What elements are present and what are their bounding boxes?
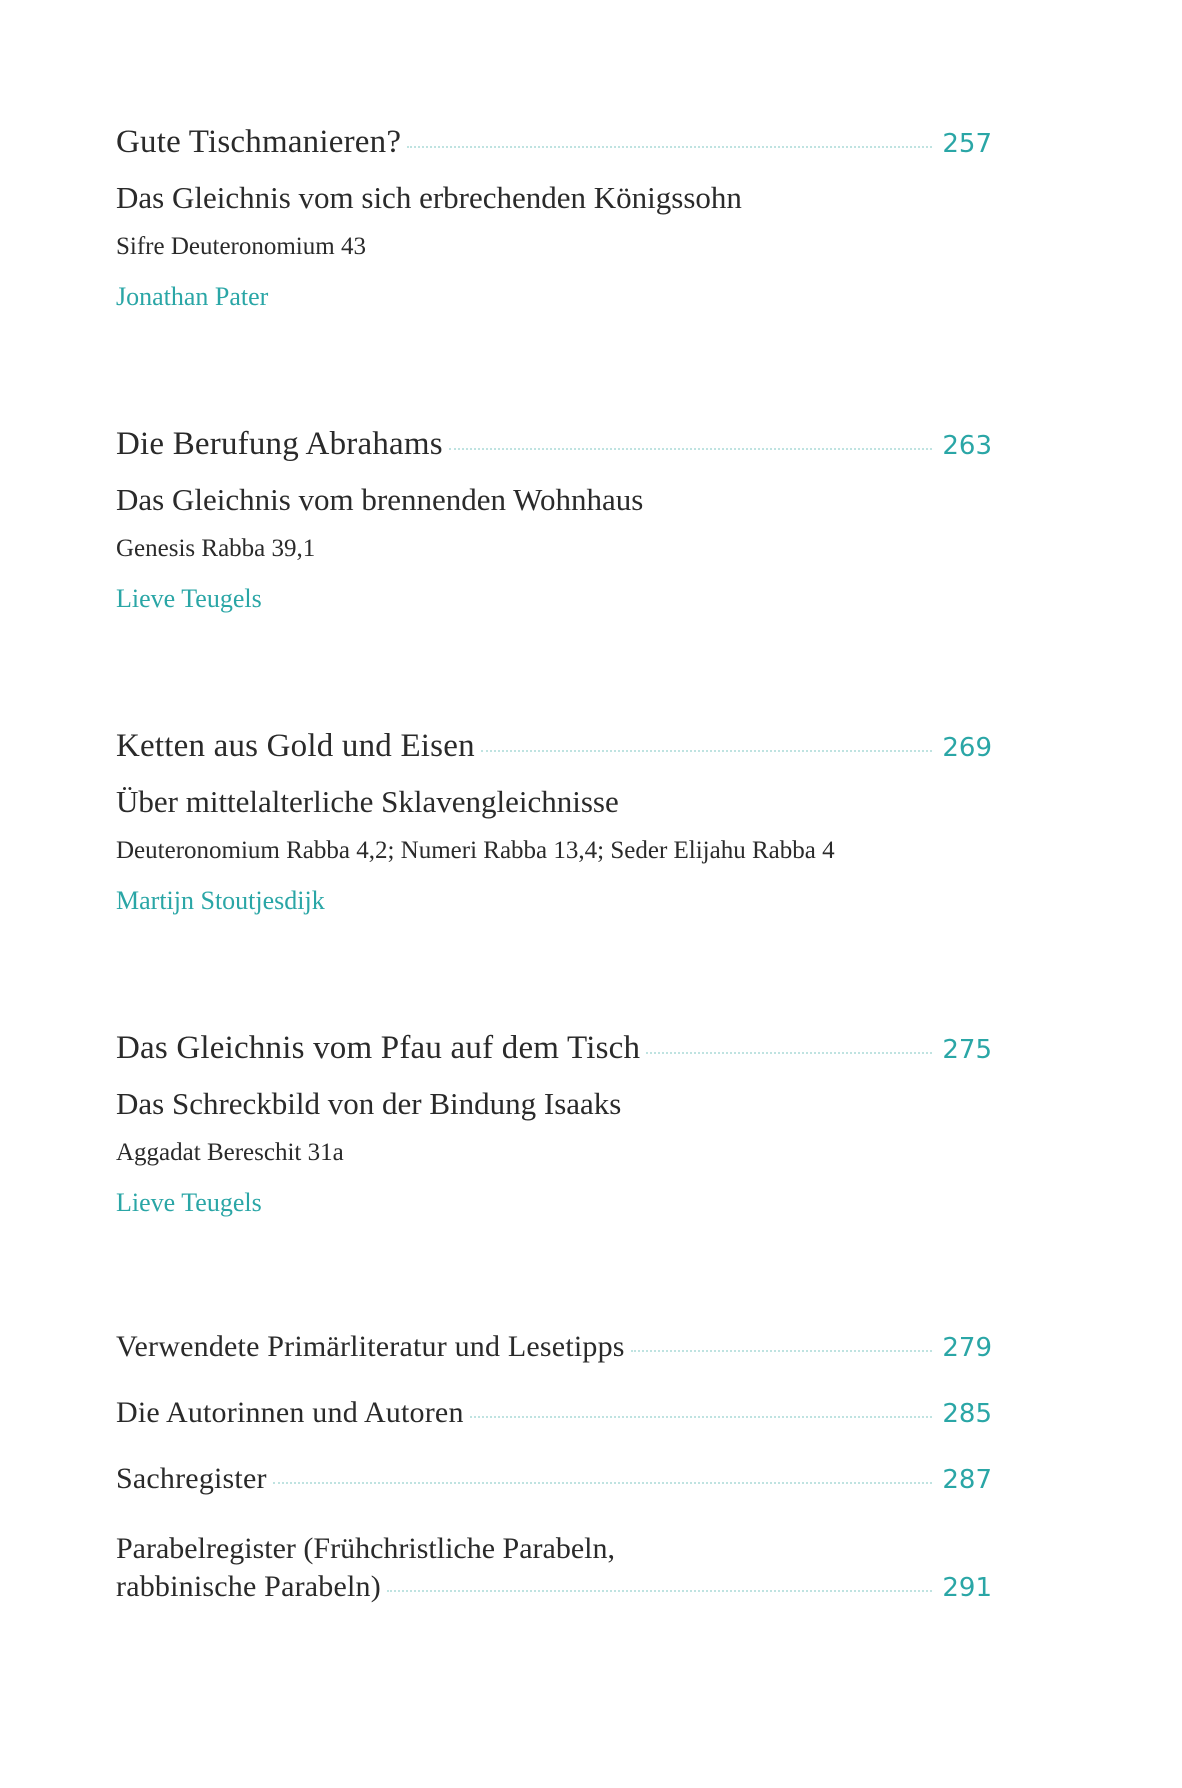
toc-entry [116, 426, 992, 624]
page-number: 263 [942, 431, 992, 461]
appendix-item[interactable] [116, 1396, 992, 1462]
page-number: 279 [942, 1333, 992, 1363]
page-number: 291 [942, 1573, 992, 1603]
toc-entry [116, 124, 992, 322]
entry-source: Sifre Deuteronomium 43 [116, 233, 366, 260]
appendix-list [116, 1330, 992, 1618]
entry-source: Genesis Rabba 39,1 [116, 535, 316, 562]
appendix-title: Die Autorinnen und Autoren [116, 1396, 464, 1429]
appendix-title: Sachregister [116, 1462, 267, 1495]
toc-entry-heading[interactable] [116, 124, 992, 172]
entry-subtitle: Das Schreckbild von der Bindung Isaaks [116, 1086, 622, 1121]
entry-title: Die Berufung Abrahams [116, 426, 443, 462]
entry-subtitle: Das Gleichnis vom brennenden Wohnhaus [116, 482, 644, 517]
entry-title: Ketten aus Gold und Eisen [116, 728, 475, 764]
entry-title: Gute Tischmanieren? [116, 124, 402, 160]
page-number: 285 [942, 1399, 992, 1429]
entry-author: Lieve Teugels [116, 584, 262, 613]
dot-leader [387, 1590, 932, 1592]
toc-entry-heading[interactable] [116, 426, 992, 474]
toc-entry [116, 1030, 992, 1228]
page-number: 269 [942, 733, 992, 763]
toc-entry [116, 728, 992, 926]
appendix-item-multiline[interactable] [116, 1528, 992, 1618]
page-number: 257 [942, 129, 992, 159]
entry-author: Lieve Teugels [116, 1188, 262, 1217]
entry-author: Martijn Stoutjesdijk [116, 886, 325, 915]
entry-source: Aggadat Bereschit 31a [116, 1139, 344, 1166]
entry-author: Jonathan Pater [116, 282, 269, 311]
entry-subtitle: Das Gleichnis vom sich erbrechenden Königssohn [116, 180, 742, 215]
table-of-contents [116, 124, 992, 1618]
dot-leader [273, 1482, 933, 1484]
entry-source: Deuteronomium Rabba 4,2; Numeri Rabba 13,4; Seder Elijahu Rabba 4 [116, 837, 835, 864]
dot-leader [631, 1350, 933, 1352]
dot-leader [646, 1052, 932, 1054]
page-number: 287 [942, 1465, 992, 1495]
appendix-title-line1: Parabelregister (Frühchristliche Parabeln, [116, 1532, 615, 1565]
entry-subtitle: Über mittelalterliche Sklavengleichnisse [116, 784, 619, 819]
dot-leader [470, 1416, 933, 1418]
page-number: 275 [942, 1035, 992, 1065]
entry-title: Das Gleichnis vom Pfau auf dem Tisch [116, 1030, 641, 1066]
appendix-item[interactable] [116, 1462, 992, 1528]
appendix-item[interactable] [116, 1330, 992, 1396]
toc-entry-heading[interactable] [116, 1030, 992, 1078]
dot-leader [481, 750, 933, 752]
appendix-title: Verwendete Primärliteratur und Lesetipps [116, 1330, 625, 1363]
appendix-title-line2: rabbinische Parabeln) [116, 1570, 381, 1603]
toc-entry-heading[interactable] [116, 728, 992, 776]
dot-leader [449, 448, 933, 450]
appendix-title-line2-row [116, 1570, 992, 1618]
dot-leader [407, 146, 932, 148]
